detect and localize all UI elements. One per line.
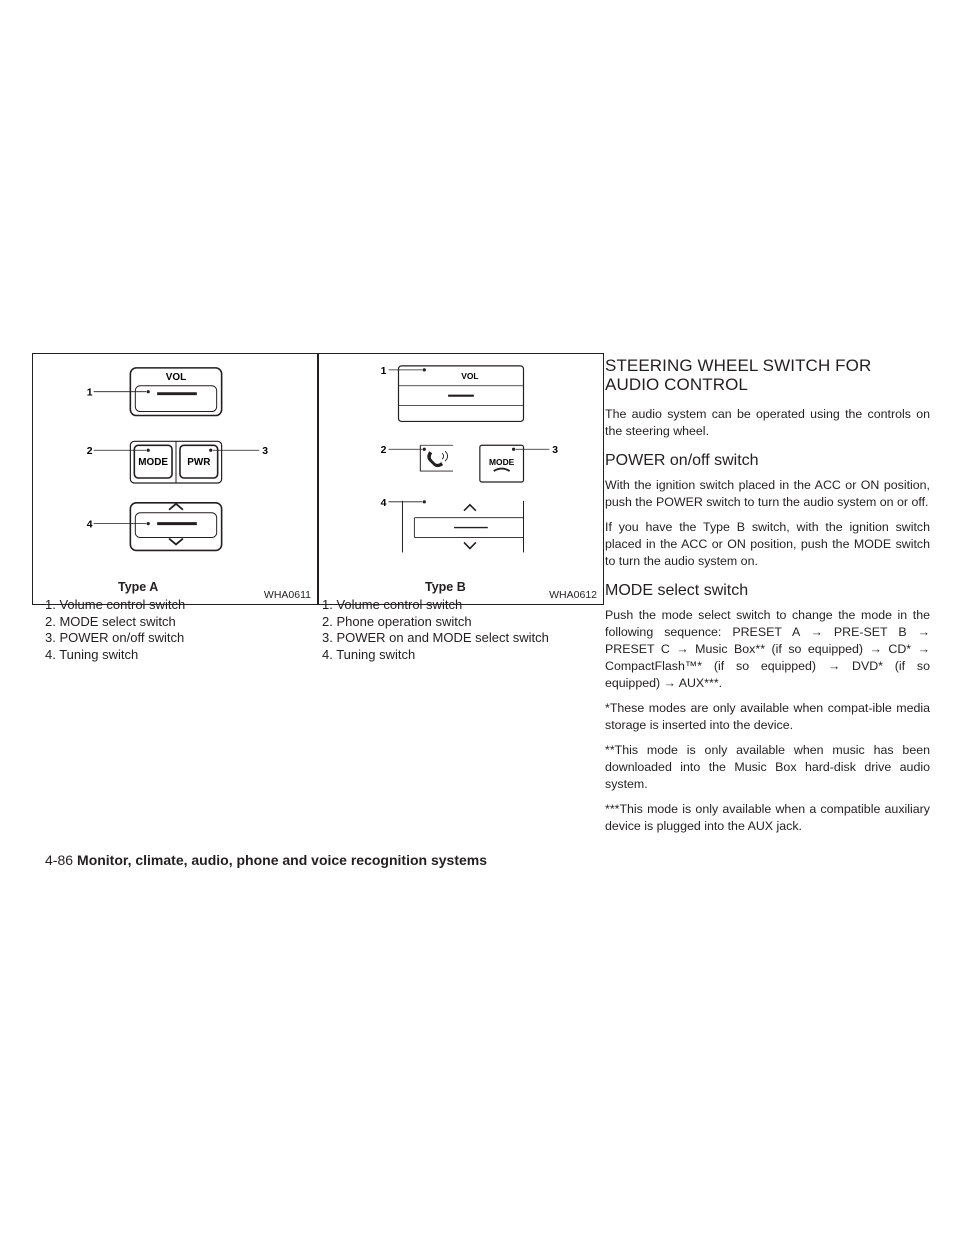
figure-caption-b: Type B (425, 580, 466, 594)
legend-type-a (45, 597, 185, 663)
callout-2-b: 2 (380, 445, 387, 457)
switch-diagram-type-a (33, 354, 317, 604)
section-title-line2: AUDIO CONTROL (605, 375, 748, 394)
switch-diagram-type-b (319, 354, 603, 604)
legend-item: 1. Volume control switch (45, 597, 186, 612)
tuning-switch-a (130, 503, 221, 551)
legend-item: 4. Tuning switch (45, 646, 139, 662)
phone-mode-buttons-b (420, 445, 523, 482)
vol-button-b (399, 366, 524, 422)
legend-item: 1. Volume control switch (322, 597, 463, 612)
legend-type-b (322, 597, 549, 663)
note-1: *These modes are only available when compat-ible media storage is inserted into the device. (605, 701, 930, 732)
chevron-up-icon (169, 504, 183, 510)
chevron-up-icon (464, 505, 476, 511)
figure-caption-a: Type A (118, 580, 159, 594)
mode-paragraph: Push the mode select switch to change the mode in the following sequence: PRESET A → PRE-SET B → PRESET C → Music Box** (if so equipped) → CD* → CompactFlash™* (if so equipped) → DVD* (if so equipped) → AUX***. (605, 608, 930, 690)
chapter-title: Monitor, climate, audio, phone and voice recognition systems (77, 852, 487, 868)
callout-1-b: 1 (380, 365, 387, 377)
callout-4-a: 4 (86, 519, 93, 531)
page-number: 4-86 (45, 852, 74, 868)
mode-label-a: MODE (138, 457, 169, 469)
phone-voice-icon (427, 451, 447, 467)
legend-item: 2. MODE select switch (45, 613, 176, 629)
page-footer (45, 852, 487, 868)
note-3: ***This mode is only available when a compatible auxiliary device is plugged into the AUX jack. (605, 802, 930, 833)
figure-type-a (32, 353, 318, 605)
phone-hangup-icon (494, 469, 510, 471)
vol-label-a: VOL (165, 371, 187, 383)
mode-heading: MODE select switch (605, 582, 749, 599)
power-paragraph-2: If you have the Type B switch, with the ignition switch placed in the ACC or ON position, push the MODE switch to turn the audio system on. (605, 520, 930, 568)
callout-4-b: 4 (380, 497, 387, 509)
legend-item: 4. Tuning switch (322, 646, 416, 662)
figure-type-b (318, 353, 604, 605)
callout-2-a: 2 (86, 446, 93, 458)
pwr-label-a: PWR (187, 457, 211, 469)
callout-3-b: 3 (552, 445, 559, 457)
legend-item: 2. Phone operation switch (322, 613, 472, 629)
figure-code-b: WHA0612 (549, 589, 597, 601)
chevron-down-icon (464, 542, 476, 548)
tuning-switch-b (402, 500, 523, 552)
power-paragraph-1: With the ignition switch placed in the ACC or ON position, push the POWER switch to turn the audio system on or off. (605, 478, 930, 509)
section-title (605, 356, 930, 394)
mode-label-b: MODE (489, 457, 515, 468)
callout-1-a: 1 (86, 387, 93, 399)
legend-item: 3. POWER on/off switch (45, 630, 185, 645)
steering-switch-section (605, 356, 930, 843)
chevron-down-icon (169, 539, 183, 545)
power-heading: POWER on/off switch (605, 452, 759, 469)
note-2: **This mode is only available when music has been downloaded into the Music Box hard-disk drive audio system. (605, 743, 930, 791)
mode-pwr-buttons-a (130, 441, 221, 483)
callout-3-a: 3 (262, 446, 269, 458)
vol-label-b: VOL (461, 370, 479, 381)
intro-paragraph: The audio system can be operated using the controls on the steering wheel. (605, 407, 930, 438)
section-title-line1: STEERING WHEEL SWITCH FOR (605, 356, 872, 375)
figure-code-a: WHA0611 (263, 589, 311, 601)
legend-item: 3. POWER on and MODE select switch (322, 630, 549, 645)
